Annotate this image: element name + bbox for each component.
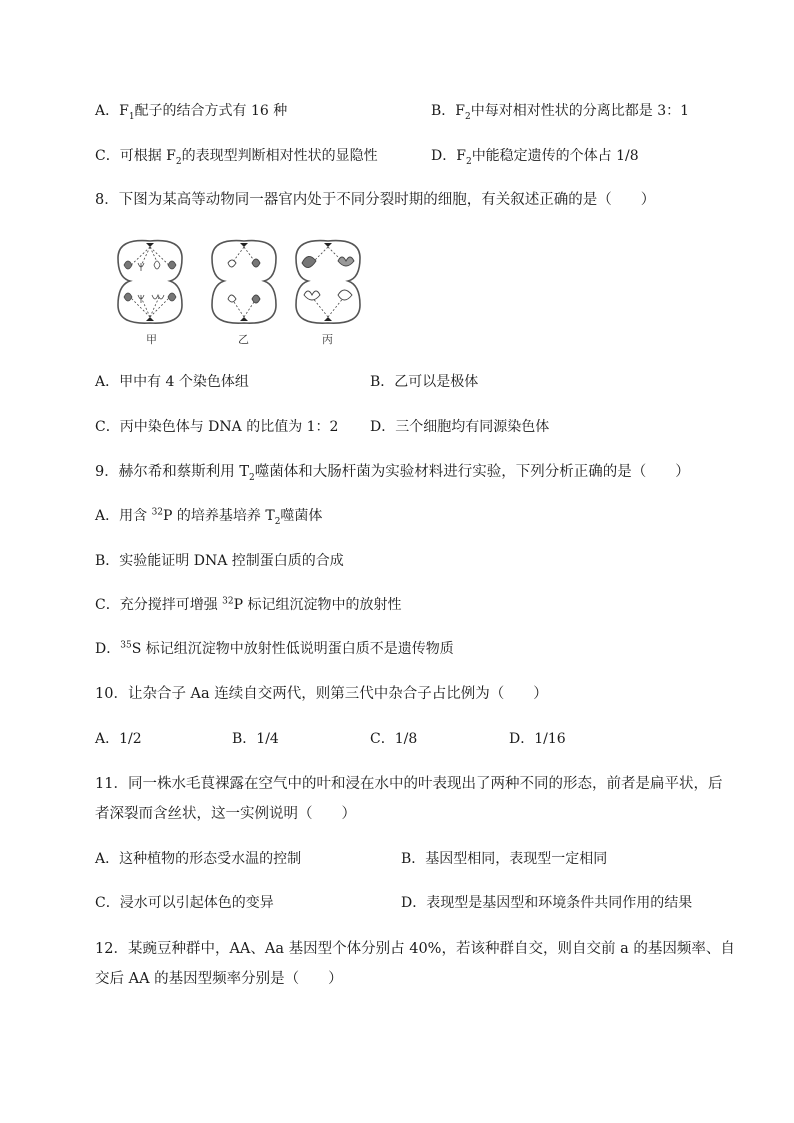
q10-option-b: B．1/4 [232, 731, 279, 747]
q8-option-a: A．甲中有 4 个染色体组 [95, 374, 249, 390]
caption-jia: 甲 [146, 333, 157, 346]
q10-option-a: A．1/2 [95, 731, 142, 747]
q10-option-c: C．1/8 [370, 731, 418, 747]
q11-option-d: D．表现型是基因型和环境条件共同作用的结果 [401, 895, 693, 911]
cell-bing [296, 241, 360, 324]
q7-option-d: D．$F_2$中能稳定遗传的个体占 1/8 [431, 148, 639, 167]
q8-option-c: C．丙中染色体与 DNA 的比值为 1：2 [95, 419, 339, 435]
q12-stem-line2: 交后 AA 的基因型频率分别是（ ） [95, 971, 343, 987]
q7-option-b: B．$F_2$中每对相对性状的分离比都是 3：1 [431, 103, 690, 122]
q11-option-b: B．基因型相同，表现型一定相同 [401, 851, 608, 867]
q9-option-d: D．$^{35}$S 标记组沉淀物中放射性低说明蛋白质不是遗传物质 [95, 640, 454, 657]
q11-option-c: C．浸水可以引起体色的变异 [95, 895, 274, 911]
q10-option-d: D．1/16 [509, 731, 566, 747]
q9-stem: 9．赫尔希和蔡斯利用 $T_2$噬菌体和大肠杆菌为实验材料进行实验，下列分析正确的是（ ） [95, 464, 690, 483]
caption-yi: 乙 [238, 333, 249, 346]
q12-stem-line1: 12．某豌豆种群中，AA、Aa 基因型个体分别占 40%，若该种群自交，则自交前 a 的基因频率、自 [95, 941, 735, 957]
q7-option-c: C．可根据 $F_2$的表现型判断相对性状的显隐性 [95, 148, 378, 167]
q9-option-c: C．充分搅拌可增强 $^{32}$P 标记组沉淀物中的放射性 [95, 596, 402, 613]
q8-stem: 8．下图为某高等动物同一器官内处于不同分裂时期的细胞，有关叙述正确的是（ ） [95, 192, 656, 208]
cell-division-figure [108, 233, 378, 348]
q9-option-b: B．实验能证明 DNA 控制蛋白质的合成 [95, 553, 344, 569]
q11-stem-line1: 11．同一株水毛茛裸露在空气中的叶和浸在水中的叶表现出了两种不同的形态，前者是扁平状，后 [95, 776, 723, 792]
q9-option-a: A．用含 $^{32}$P 的培养基培养 $T_2$噬菌体 [95, 507, 323, 527]
cell-jia [118, 241, 182, 324]
q8-option-b: B．乙可以是极体 [370, 374, 479, 390]
q11-stem-line2: 者深裂而含丝状，这一实例说明（ ） [95, 806, 356, 822]
q8-option-d: D．三个细胞均有同源染色体 [370, 419, 550, 435]
caption-bing: 丙 [322, 333, 333, 346]
q10-stem: 10．让杂合子 Aa 连续自交两代，则第三代中杂合子占比例为（ ） [95, 686, 548, 702]
q7-option-a: A．$F_1$配子的结合方式有 16 种 [95, 103, 288, 122]
cell-yi [212, 241, 276, 324]
q11-option-a: A．这种植物的形态受水温的控制 [95, 851, 302, 867]
